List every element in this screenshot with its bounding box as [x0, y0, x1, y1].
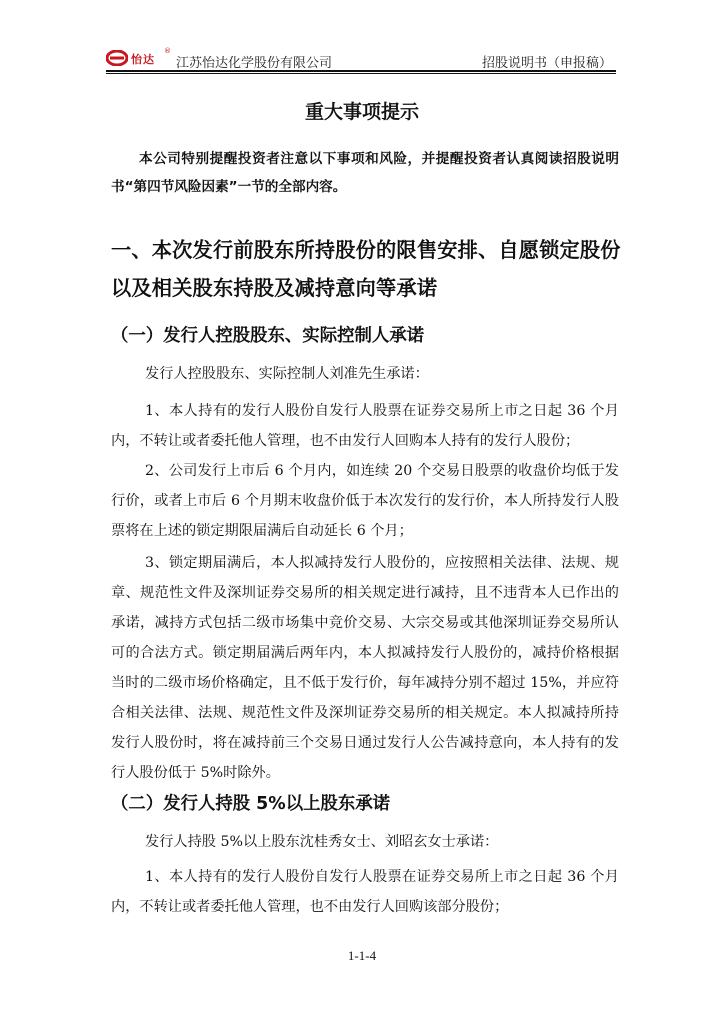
company-logo: [106, 49, 174, 69]
header-rule-thin: [106, 73, 616, 74]
header-rule-thick: [106, 70, 616, 72]
sub1-item-1: 1、本人持有的发行人股份自发行人股票在证券交易所上市之日起 36 个月内，不转让或者委托他人管理，也不由发行人回购本人持有的发行人股份；: [111, 403, 619, 449]
sub2-intro: 发行人持股 5%以上股东沈桂秀女士、刘昭玄女士承诺：: [145, 834, 499, 850]
page-number: 1-1-4: [347, 948, 377, 963]
subsection-heading-2: （二）发行人持股 5%以上股东承诺: [111, 794, 391, 814]
company-name: 江苏怡达化学股份有限公司: [176, 56, 333, 71]
document-type: 招股说明书（申报稿）: [481, 56, 612, 71]
lead-paragraph: 本公司特别提醒投资者注意以下事项和风险，并提醒投资者认真阅读招股说明书“第四节风险因素”一节的全部内容。: [111, 151, 619, 195]
logo-text: 怡达: [131, 53, 155, 66]
logo-icon: [106, 50, 128, 66]
sub1-item-3: 3、锁定期届满后，本人拟减持发行人股份的，应按照相关法律、法规、规章、规范性文件及深圳证券交易所的相关规定进行减持，且不违背本人已作出的承诺，减持方式包括二级市场集中竞价交易、大宗交易或其他深圳证券交易所认可的合法方式。锁定期届满后两年内，本人拟减持发行人股份的，减持价格根据当时的二级市场价格确定，且不低于发行价，每年减持分别不超过 15%，并应符合相关法律、法规、规范性文件及深圳证券交易所的相关规定。本人拟减持所持发行人股份时，将在减持前三个交易日通过发行人公告减持意向，本人持有的发行人股份低于 5%时除外。: [111, 555, 619, 781]
page-title: 重大事项提示: [304, 101, 419, 123]
page-header: [106, 49, 616, 75]
sub2-item-1: 1、本人持有的发行人股份自发行人股票在证券交易所上市之日起 36 个月内，不转让或者委托他人管理，也不由发行人回购该部分股份；: [111, 869, 619, 915]
subsection-heading-1: （一）发行人控股股东、实际控制人承诺: [111, 326, 425, 346]
sub1-intro: 发行人控股股东、实际控制人刘准先生承诺：: [145, 366, 429, 382]
registered-mark: ®: [164, 47, 171, 55]
sub1-item-2: 2、公司发行上市后 6 个月内，如连续 20 个交易日股票的收盘价均低于发行价，或者上市后 6 个月期末收盘价低于本次发行的发行价，本人所持发行人股票将在上述的锁定期限届满后自动延长 6 个月；: [111, 463, 619, 539]
section-heading: 一、本次发行前股东所持股份的限售安排、自愿锁定股份以及相关股东持股及减持意向等承诺: [111, 238, 621, 300]
